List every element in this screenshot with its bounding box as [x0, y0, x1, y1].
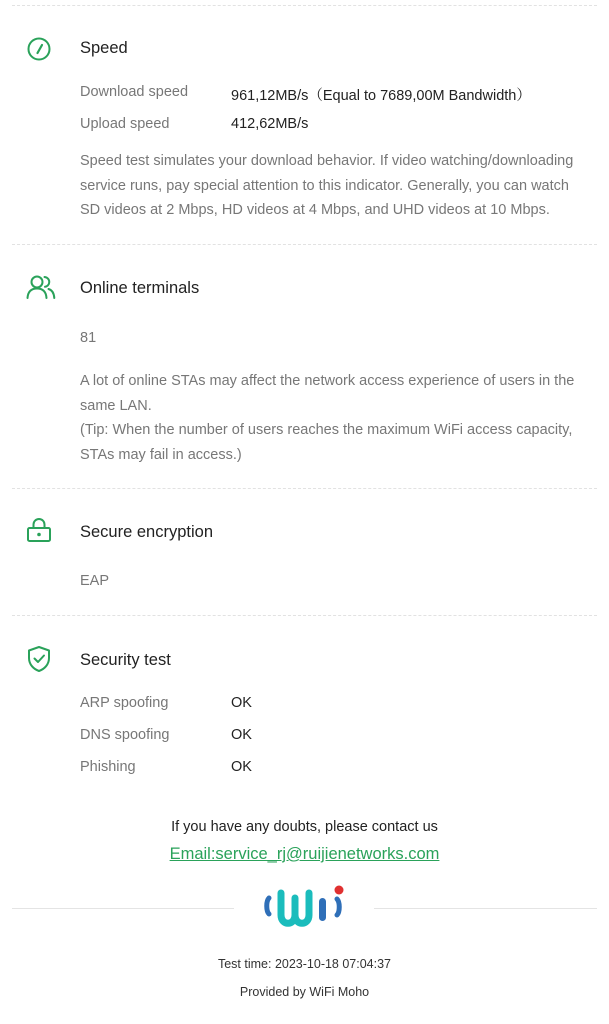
encryption-title: Secure encryption: [80, 523, 213, 541]
shield-check-icon: [26, 645, 52, 673]
contact-text: If you have any doubts, please contact us: [171, 819, 438, 835]
test-time: Test time: 2023-10-18 07:04:37: [217, 957, 392, 971]
speed-description: Speed test simulates your download behavior. If video watching/downloading service runs, pay special attention to this indicator. Generally, you can watch SD videos at 2 Mbps, HD videos at 4 Mbps, and UHD videos at 10 Mbps.: [80, 153, 574, 218]
top-divider: [12, 5, 597, 6]
dns-spoofing-label: DNS spoofing: [80, 727, 170, 743]
download-speed-label: Download speed: [80, 84, 189, 100]
arp-spoofing-value: OK: [231, 695, 252, 711]
wifi-moho-logo: [262, 884, 348, 934]
download-speed-value: 961,12MB/s（Equal to 7689,00M Bandwidth）: [231, 88, 531, 104]
email-link[interactable]: Email:service_rj@ruijienetworks.com: [169, 845, 440, 863]
encryption-value: EAP: [80, 573, 110, 589]
provided-by: Provided by WiFi Moho: [239, 985, 370, 999]
phishing-value: OK: [231, 759, 252, 775]
logo-divider-right: [374, 908, 597, 909]
users-icon: [26, 274, 56, 300]
terminals-count: 81: [80, 330, 97, 346]
upload-speed-value: 412,62MB/s: [231, 116, 309, 132]
speedometer-icon: [26, 36, 52, 62]
speed-title: Speed: [80, 39, 128, 57]
section-divider: [12, 615, 597, 616]
dns-spoofing-value: OK: [231, 727, 252, 743]
arp-spoofing-label: ARP spoofing: [80, 695, 169, 711]
security-title: Security test: [80, 651, 171, 669]
phishing-label: Phishing: [80, 759, 136, 775]
section-divider: [12, 244, 597, 245]
section-divider: [12, 488, 597, 489]
terminals-title: Online terminals: [80, 279, 200, 297]
terminals-description-2: (Tip: When the number of users reaches the maximum WiFi access capacity, STAs may fail in access.): [80, 422, 573, 463]
footer-email-wrap: [0, 845, 609, 864]
logo-divider-left: [12, 908, 234, 909]
upload-speed-label: Upload speed: [80, 116, 170, 132]
terminals-description-1: A lot of online STAs may affect the network access experience of users in the same LAN.: [80, 373, 575, 414]
lock-icon: [26, 517, 52, 543]
